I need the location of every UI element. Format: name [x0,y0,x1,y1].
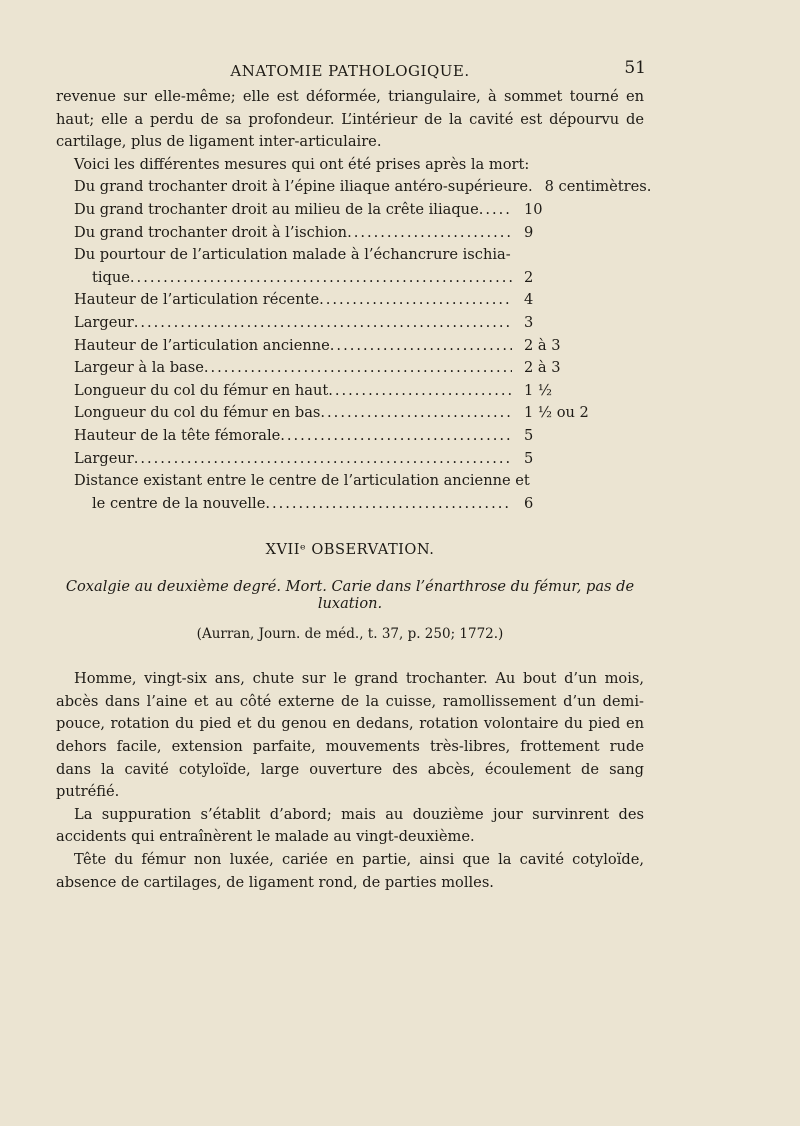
measure-value: 5 [524,426,534,444]
dot-leader [319,289,512,312]
dot-leader [320,402,512,425]
dot-leader [328,380,512,403]
measure-label: Du grand trochanter droit au milieu de la crête iliaque [74,200,479,218]
measure-value: 10 [524,200,543,218]
measure-row [56,199,644,222]
measure-row [56,312,644,335]
measure-row [56,335,644,358]
dot-leader [130,267,512,290]
observation-title: XVIIᵉ OBSERVATION. [265,541,435,559]
measure-label: Hauteur de l’articulation ancienne [74,336,330,354]
measure-value: 2 à 3 [524,359,561,377]
measures-list [56,176,652,515]
running-head: ANATOMIE PATHOLOGIQUE. [230,62,470,80]
measure-label: tique [92,268,130,286]
measure-label: Largeur [74,449,134,467]
measure-label: Hauteur de l’articulation récente [74,291,320,309]
measure-row [56,222,644,245]
measure-row [56,425,644,448]
dot-leader [204,357,512,380]
measure-label: Du grand trochanter droit à l’épine iliaque antéro-supérieure. [74,178,533,196]
measures-intro: Voici les différentes mesures qui ont été prises après la mort: [74,155,530,173]
measure-value: 4 [524,291,534,309]
measure-value: 9 [524,223,534,241]
measure-row [56,357,644,380]
measure-label: Hauteur de la tête fémorale [74,426,281,444]
measure-label: Longueur du col du fémur en haut [74,381,329,399]
measure-label: le centre de la nouvelle [92,494,266,512]
measure-value: 2 à 3 [524,336,561,354]
observation-paragraph: Homme, vingt-six ans, chute sur le grand trochanter. Au bout d’un mois, abcès dans l’aine et au côté externe de la cuisse, ramollissement d’un demi-pouce, rotation du pied et du genou en dedans, rotation volontaire du pied en dehors facile, extension parfaite, mouvements très-libres, frottement rude dans la cavité cotyloïde, large ouverture des abcès, écoulement de sang putréfié. [56,670,644,801]
measure-row [56,176,652,199]
measure-label: Largeur à la base [74,359,204,377]
measure-row [56,448,644,471]
measure-value: 8 centimètres. [544,178,652,196]
observation-paragraph: Tête du fémur non luxée, cariée en partie, ainsi que la cavité cotyloïde, absence de cartilages, de ligament rond, de parties molles. [56,851,644,891]
dot-leader [265,493,512,516]
intro-paragraph: revenue sur elle-même; elle est déformée, triangulaire, à sommet tourné en haut; elle a perdu de sa profondeur. L’intérieur de la cavité est dépourvu de cartilage, plus de ligament inter-articulaire. [56,88,644,151]
measure-label: Longueur du col du fémur en bas [74,404,321,422]
observation-reference: (Aurran, Journ. de méd., t. 37, p. 250; 1772.) [196,626,504,643]
measure-value: 6 [524,494,534,512]
measure-label: Largeur [74,313,134,331]
observation-paragraph: La suppuration s’établit d’abord; mais au douzième jour survinrent des accidents qui entraînèrent le malade au vingt-deuxième. [56,805,644,846]
measure-value: 5 [524,449,534,467]
observation-body [56,668,644,894]
book-page [56,58,652,894]
measure-value: 1 ½ ou 2 [524,404,589,422]
measure-value: 1 ½ [524,381,553,399]
measure-row [56,289,644,312]
measure-row [56,380,644,403]
page-header [56,58,644,86]
measure-label: Du grand trochanter droit à l’ischion [74,223,348,241]
dot-leader [134,448,512,471]
measure-row [56,267,644,290]
dot-leader [280,425,512,448]
dot-leader [479,199,512,222]
dot-leader [134,312,512,335]
observation-subtitle: Coxalgie au deuxième degré. Mort. Carie dans l’énarthrose du fémur, pas de luxation. [65,578,635,613]
measure-row [56,402,644,425]
dot-leader [330,335,512,358]
page-number: 51 [624,58,646,78]
measure-heading: Distance existant entre le centre de l’articulation ancienne et [74,472,530,490]
dot-leader [347,222,512,245]
measure-value: 3 [524,313,534,331]
measure-value: 2 [524,268,534,286]
measure-row [56,493,644,516]
measure-heading: Du pourtour de l’articulation malade à l’échancrure ischia- [74,246,511,264]
